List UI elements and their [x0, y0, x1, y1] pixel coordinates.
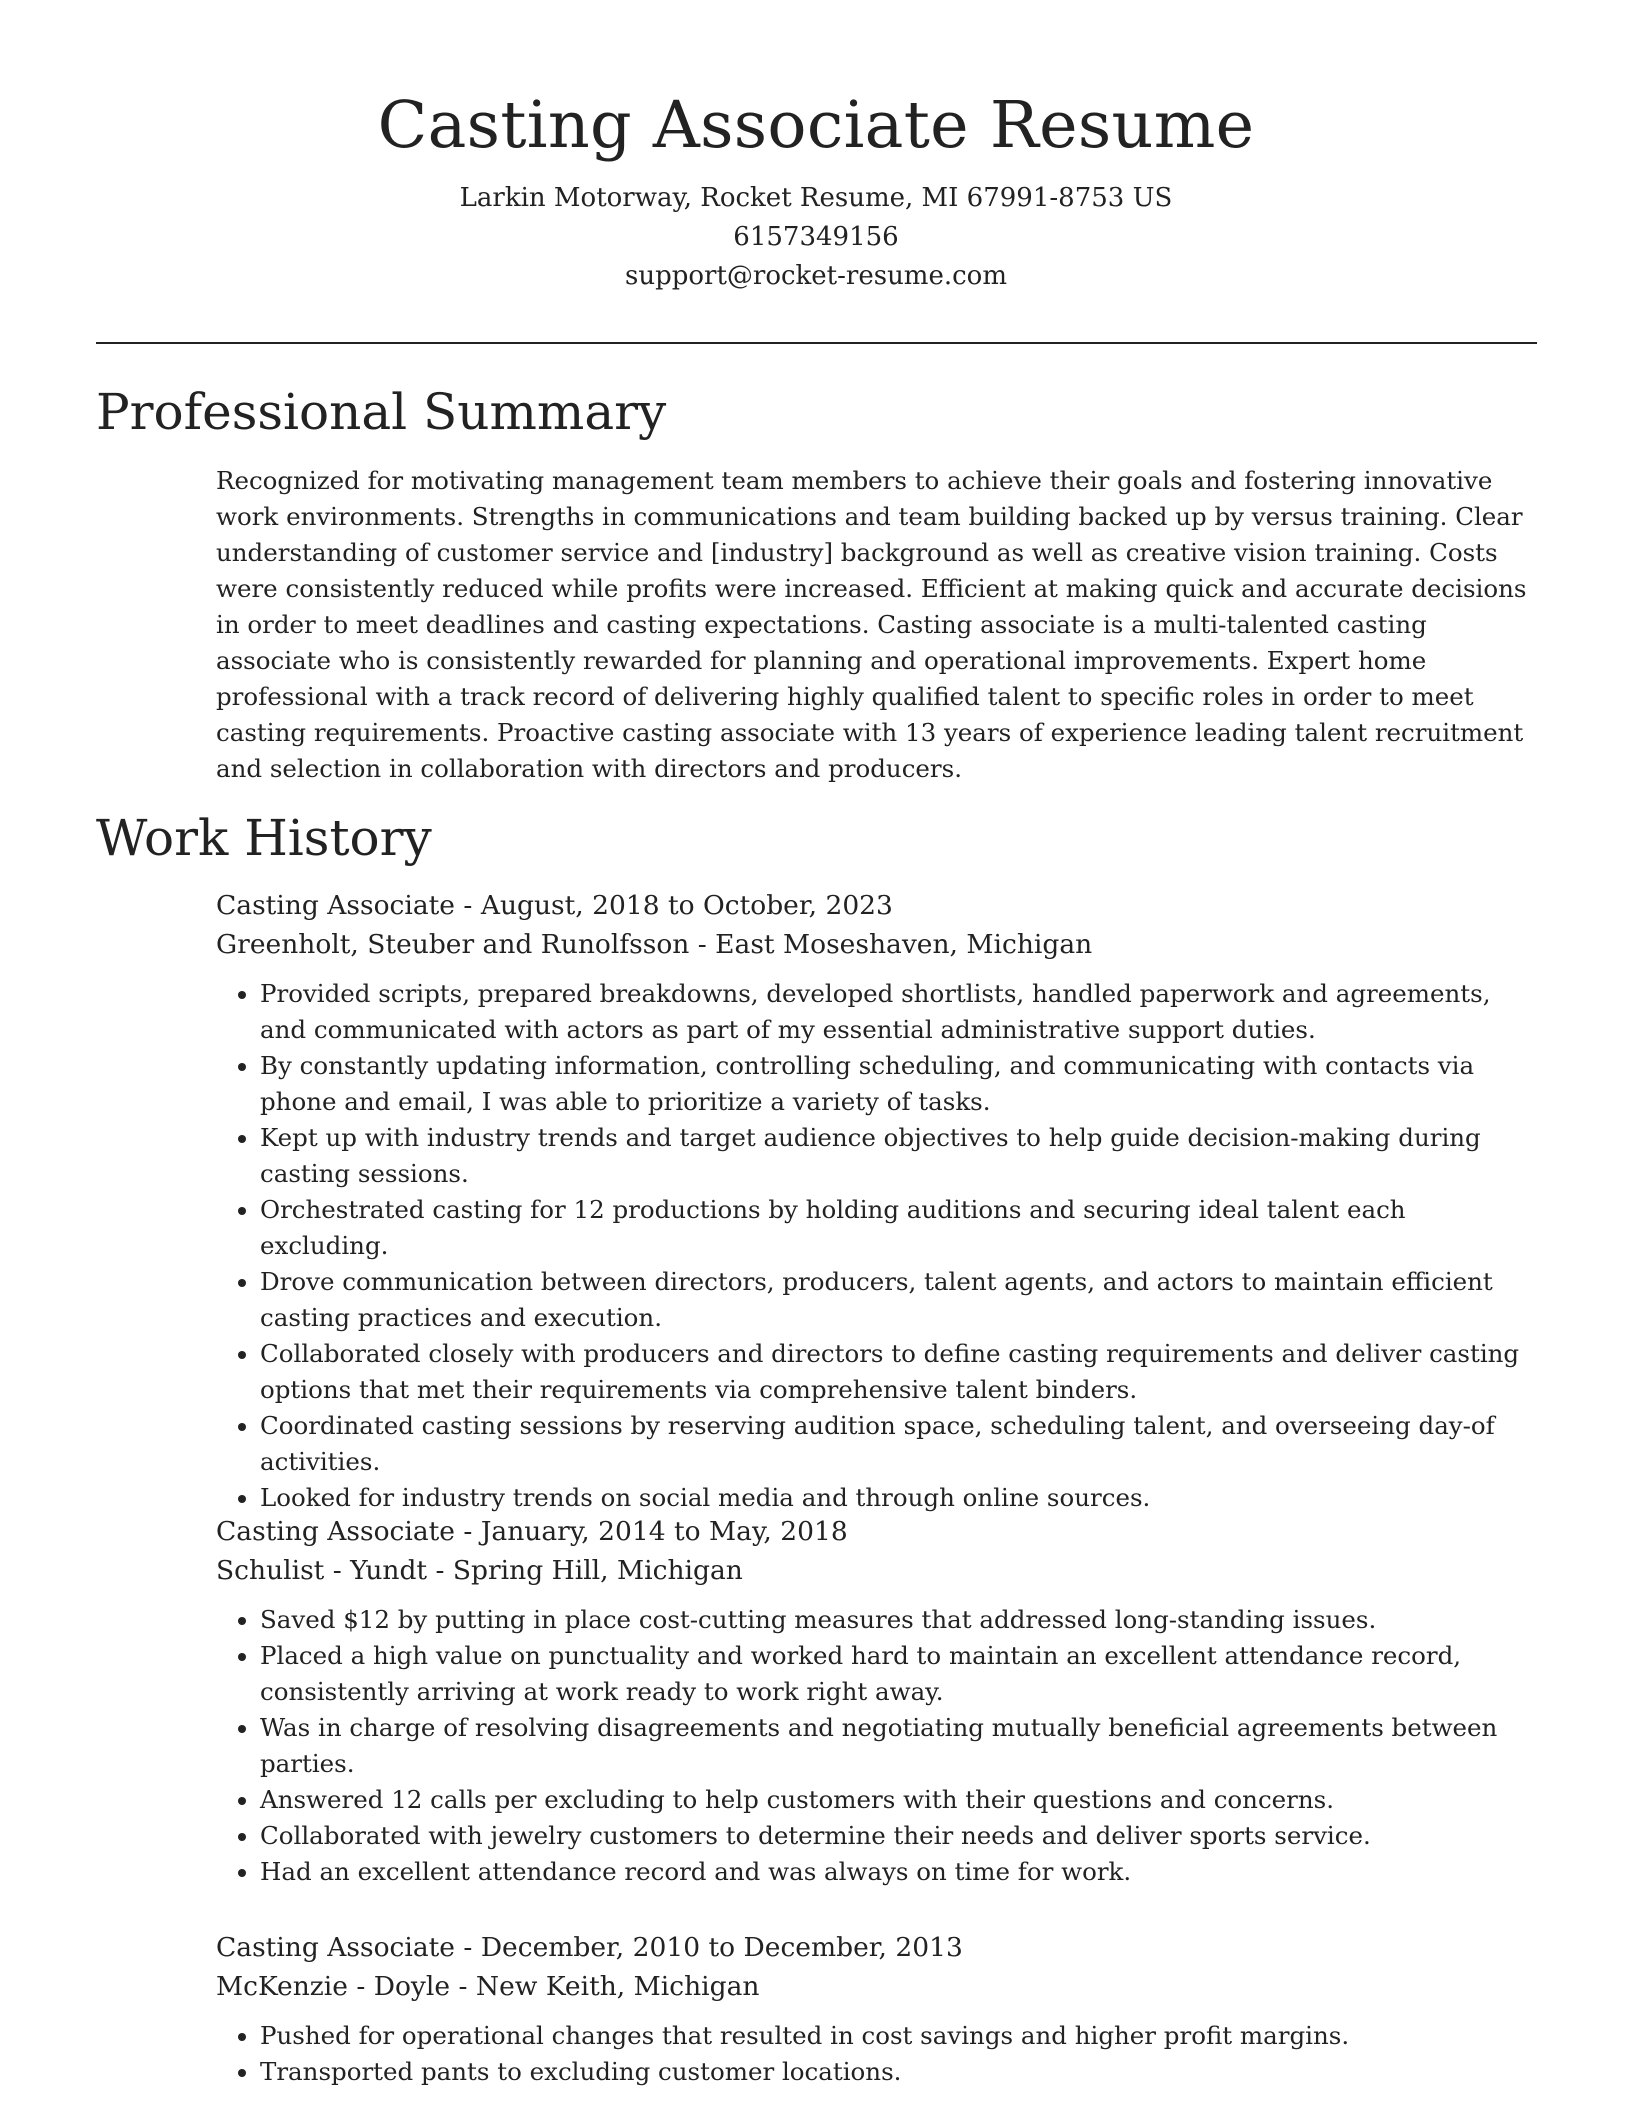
job-bullet-list — [216, 1602, 1536, 1890]
job-bullet: • Answered 12 calls per excluding to help customers with their questions and concerns. — [260, 1782, 1536, 1818]
job-separator: - — [455, 1516, 481, 1547]
job-location: New Keith, Michigan — [475, 1971, 760, 2002]
job-entry — [216, 886, 1536, 1516]
job-separator: - — [455, 890, 481, 921]
contact-phone: 6157349156 — [733, 222, 899, 252]
job-bullet: • Pushed for operational changes that resulted in cost savings and higher profit margins. — [260, 2018, 1536, 2054]
job-separator: - — [450, 1971, 476, 2002]
job-bullet: • Was in charge of resolving disagreements and negotiating mutually beneficial agreements between parties. — [260, 1710, 1536, 1782]
job-separator: - — [689, 929, 716, 960]
resume-header — [0, 78, 1632, 296]
job-separator: - — [427, 1555, 453, 1586]
job-bullet: • Orchestrated casting for 12 productions by holding auditions and securing ideal talent each excluding. — [260, 1192, 1536, 1264]
job-company-line — [216, 925, 1536, 964]
job-bullet-list — [216, 2018, 1536, 2090]
job-title-line — [216, 1928, 1536, 1967]
job-company-line — [216, 1967, 1536, 2006]
job-bullet: • Collaborated closely with producers and directors to define casting requirements and deliver casting options that met their requirements via comprehensive talent binders. — [260, 1336, 1536, 1408]
job-entry — [216, 1928, 1536, 2090]
contact-block — [0, 179, 1632, 296]
job-separator: - — [455, 1932, 481, 1963]
job-bullet: • Placed a high value on punctuality and worked hard to maintain an excellent attendance record, consistently arriving at work ready to work right away. — [260, 1638, 1536, 1710]
job-title: Casting Associate — [216, 1932, 455, 1963]
job-bullet: • Kept up with industry trends and target audience objectives to help guide decision-making during casting sessions. — [260, 1120, 1536, 1192]
job-company: McKenzie - Doyle — [216, 1971, 451, 2002]
job-entry — [216, 1512, 1536, 1890]
job-bullet: • Collaborated with jewelry customers to determine their needs and deliver sports service. — [260, 1818, 1536, 1854]
contact-address: Larkin Motorway, Rocket Resume, MI 67991-8753 US — [459, 183, 1173, 213]
job-location: East Moseshaven, Michigan — [715, 929, 1093, 960]
job-company-line — [216, 1551, 1536, 1590]
job-bullet: • By constantly updating information, controlling scheduling, and communicating with contacts via phone and email, I was able to prioritize a variety of tasks. — [260, 1048, 1536, 1120]
job-title-line — [216, 1512, 1536, 1551]
header-divider — [96, 342, 1537, 344]
resume-title: Casting Associate Resume — [377, 88, 1255, 163]
job-bullet: • Had an excellent attendance record and was always on time for work. — [260, 1854, 1536, 1890]
job-bullet: • Coordinated casting sessions by reserving audition space, scheduling talent, and overseeing day-of activities. — [260, 1408, 1536, 1480]
job-bullet-list — [216, 976, 1536, 1516]
job-company: Schulist - Yundt — [216, 1555, 428, 1586]
contact-email: support@rocket-resume.com — [624, 261, 1007, 291]
job-title-line — [216, 886, 1536, 925]
summary-text: Recognized for motivating management team members to achieve their goals and fostering innovative work environments. Strengths in communications and team building backed up by versus training. Clear understanding of customer service and [industry] background as well as creative vision training. Costs were consistently reduced while profits were increased. Efficient at making quick and accurate decisions in order to meet deadlines and casting expectations. Casting associate is a multi-talented casting associate who is consistently rewarded for planning and operational improvements. Expert home professional with a track record of delivering highly qualified talent to specific roles in order to meet casting requirements. Proactive casting associate with 13 years of experience leading talent recruitment and selection in collaboration with directors and producers. — [216, 466, 1527, 783]
work-history-heading: Work History — [96, 809, 432, 867]
summary-heading: Professional Summary — [96, 383, 667, 441]
job-bullet: • Provided scripts, prepared breakdowns, developed shortlists, handled paperwork and agreements, and communicated with actors as part of my essential administrative support duties. — [260, 976, 1536, 1048]
job-dates: January, 2014 to May, 2018 — [480, 1516, 848, 1547]
job-bullet: • Drove communication between directors, producers, talent agents, and actors to maintain efficient casting practices and execution. — [260, 1264, 1536, 1336]
job-dates: December, 2010 to December, 2013 — [480, 1932, 963, 1963]
job-company: Greenholt, Steuber and Runolfsson — [216, 929, 690, 960]
job-bullet: • Saved $12 by putting in place cost-cutting measures that addressed long-standing issues. — [260, 1602, 1536, 1638]
job-bullet: • Transported pants to excluding customer locations. — [260, 2054, 1536, 2090]
job-title: Casting Associate — [216, 1516, 455, 1547]
job-bullet: • Looked for industry trends on social media and through online sources. — [260, 1480, 1536, 1516]
job-title: Casting Associate — [216, 890, 455, 921]
job-dates: August, 2018 to October, 2023 — [480, 890, 893, 921]
job-location: Spring Hill, Michigan — [452, 1555, 743, 1586]
